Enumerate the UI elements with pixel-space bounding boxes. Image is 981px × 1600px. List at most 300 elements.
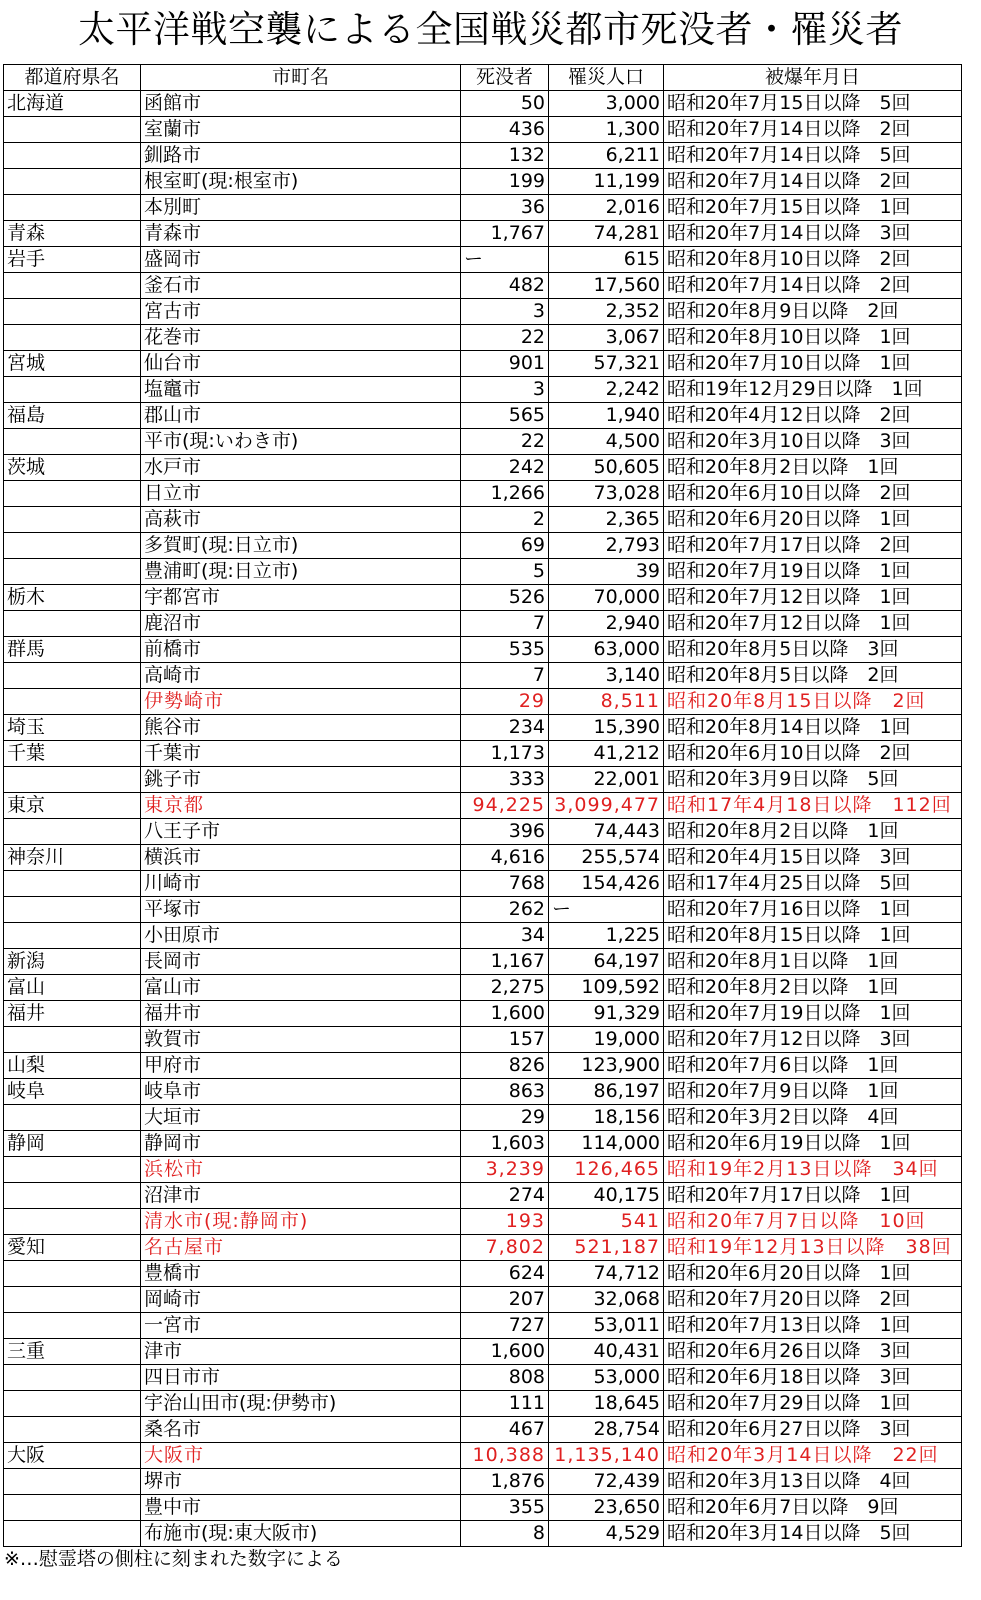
bombing-date-cell: 昭和20年7月16日以降 1回	[664, 897, 962, 923]
city-cell: 仙台市	[141, 351, 461, 377]
bombing-date-cell: 昭和20年7月17日以降 1回	[664, 1183, 962, 1209]
header-city: 市町名	[141, 65, 461, 91]
table-row	[4, 403, 962, 429]
victims-cell: ー	[549, 897, 664, 923]
bombing-date-cell: 昭和20年3月2日以降 4回	[664, 1105, 962, 1131]
prefecture-cell	[4, 1469, 141, 1495]
deaths-cell: 535	[461, 637, 549, 663]
city-cell: 岡崎市	[141, 1287, 461, 1313]
bombing-date-cell: 昭和20年8月5日以降 2回	[664, 663, 962, 689]
table-row	[4, 1495, 962, 1521]
victims-cell: 3,099,477	[549, 793, 664, 819]
city-cell: 横浜市	[141, 845, 461, 871]
bombing-date-cell: 昭和20年8月9日以降 2回	[664, 299, 962, 325]
bombing-date-cell: 昭和20年7月10日以降 1回	[664, 351, 962, 377]
table-row	[4, 663, 962, 689]
bombing-date-cell: 昭和20年7月20日以降 2回	[664, 1287, 962, 1313]
city-cell: 沼津市	[141, 1183, 461, 1209]
table-row	[4, 1131, 962, 1157]
victims-cell: 18,156	[549, 1105, 664, 1131]
table-row	[4, 1313, 962, 1339]
city-cell: 花巻市	[141, 325, 461, 351]
prefecture-cell: 新潟	[4, 949, 141, 975]
victims-cell: 74,712	[549, 1261, 664, 1287]
bombing-date-cell: 昭和20年8月10日以降 1回	[664, 325, 962, 351]
footnote: ※…慰霊塔の側柱に刻まれた数字による	[4, 1548, 343, 1570]
victims-cell: 50,605	[549, 455, 664, 481]
table-row	[4, 637, 962, 663]
city-cell: 宇治山田市(現:伊勢市)	[141, 1391, 461, 1417]
table-row	[4, 1235, 962, 1261]
city-cell: 津市	[141, 1339, 461, 1365]
city-cell: 四日市市	[141, 1365, 461, 1391]
deaths-cell: 333	[461, 767, 549, 793]
deaths-cell: 3	[461, 377, 549, 403]
table-row	[4, 845, 962, 871]
victims-cell: 2,352	[549, 299, 664, 325]
deaths-cell: 7	[461, 611, 549, 637]
bombing-date-cell: 昭和20年7月12日以降 1回	[664, 611, 962, 637]
victims-cell: 3,000	[549, 91, 664, 117]
deaths-cell: 7,802	[461, 1235, 549, 1261]
table-row	[4, 767, 962, 793]
city-cell: 根室町(現:根室市)	[141, 169, 461, 195]
bombing-date-cell: 昭和20年7月14日以降 2回	[664, 169, 962, 195]
table-row	[4, 117, 962, 143]
deaths-cell: 274	[461, 1183, 549, 1209]
table-row	[4, 1469, 962, 1495]
table-row	[4, 1521, 962, 1547]
prefecture-cell: 大阪	[4, 1443, 141, 1469]
city-cell: 布施市(現:東大阪市)	[141, 1521, 461, 1547]
bombing-date-cell: 昭和20年7月6日以降 1回	[664, 1053, 962, 1079]
city-cell: 岐阜市	[141, 1079, 461, 1105]
prefecture-cell: 北海道	[4, 91, 141, 117]
bombing-date-cell: 昭和20年4月15日以降 3回	[664, 845, 962, 871]
table-row	[4, 1287, 962, 1313]
prefecture-cell	[4, 1365, 141, 1391]
victims-cell: 255,574	[549, 845, 664, 871]
victims-cell: 23,650	[549, 1495, 664, 1521]
table-row	[4, 1209, 962, 1235]
deaths-cell: 69	[461, 533, 549, 559]
prefecture-cell: 栃木	[4, 585, 141, 611]
deaths-cell: 5	[461, 559, 549, 585]
prefecture-cell	[4, 767, 141, 793]
header-victims: 罹災人口	[549, 65, 664, 91]
deaths-cell: 29	[461, 1105, 549, 1131]
table-row	[4, 169, 962, 195]
prefecture-cell	[4, 1183, 141, 1209]
bombing-date-cell: 昭和20年4月12日以降 2回	[664, 403, 962, 429]
header-prefecture: 都道府県名	[4, 65, 141, 91]
deaths-cell: 199	[461, 169, 549, 195]
table-header-row	[4, 65, 962, 91]
city-cell: 高崎市	[141, 663, 461, 689]
deaths-cell: 34	[461, 923, 549, 949]
table-row	[4, 559, 962, 585]
bombing-date-cell: 昭和20年7月29日以降 1回	[664, 1391, 962, 1417]
prefecture-cell	[4, 1313, 141, 1339]
victims-cell: 40,431	[549, 1339, 664, 1365]
table-row	[4, 325, 962, 351]
victims-cell: 6,211	[549, 143, 664, 169]
prefecture-cell: 静岡	[4, 1131, 141, 1157]
city-cell: 前橋市	[141, 637, 461, 663]
table-row	[4, 351, 962, 377]
victims-cell: 8,511	[549, 689, 664, 715]
bombing-date-cell: 昭和17年4月25日以降 5回	[664, 871, 962, 897]
victims-cell: 91,329	[549, 1001, 664, 1027]
city-cell: 宮古市	[141, 299, 461, 325]
bombing-date-cell: 昭和20年3月14日以降 22回	[664, 1443, 962, 1469]
table-row	[4, 1417, 962, 1443]
table-body	[4, 91, 962, 1547]
deaths-cell: 22	[461, 325, 549, 351]
victims-cell: 521,187	[549, 1235, 664, 1261]
city-cell: 福井市	[141, 1001, 461, 1027]
victims-cell: 126,465	[549, 1157, 664, 1183]
prefecture-cell	[4, 1209, 141, 1235]
city-cell: 大垣市	[141, 1105, 461, 1131]
table-row	[4, 1157, 962, 1183]
bombing-date-cell: 昭和20年7月14日以降 2回	[664, 117, 962, 143]
table-row	[4, 1079, 962, 1105]
table-row	[4, 715, 962, 741]
deaths-cell: 1,173	[461, 741, 549, 767]
victims-cell: 2,793	[549, 533, 664, 559]
bombing-date-cell: 昭和20年8月2日以降 1回	[664, 455, 962, 481]
victims-cell: 1,940	[549, 403, 664, 429]
prefecture-cell: 神奈川	[4, 845, 141, 871]
bombing-date-cell: 昭和20年6月10日以降 2回	[664, 741, 962, 767]
victims-cell: 41,212	[549, 741, 664, 767]
deaths-cell: 467	[461, 1417, 549, 1443]
prefecture-cell	[4, 689, 141, 715]
bombing-date-cell: 昭和20年7月15日以降 5回	[664, 91, 962, 117]
table-row	[4, 455, 962, 481]
deaths-cell: 262	[461, 897, 549, 923]
prefecture-cell	[4, 1261, 141, 1287]
prefecture-cell: 埼玉	[4, 715, 141, 741]
deaths-cell: 901	[461, 351, 549, 377]
table-row	[4, 949, 962, 975]
deaths-cell: 4,616	[461, 845, 549, 871]
prefecture-cell: 福島	[4, 403, 141, 429]
victims-cell: 2,016	[549, 195, 664, 221]
city-cell: 豊橋市	[141, 1261, 461, 1287]
victims-cell: 1,135,140	[549, 1443, 664, 1469]
city-cell: 平市(現:いわき市)	[141, 429, 461, 455]
bombing-date-cell: 昭和20年8月10日以降 2回	[664, 247, 962, 273]
victims-cell: 18,645	[549, 1391, 664, 1417]
victims-cell: 114,000	[549, 1131, 664, 1157]
prefecture-cell	[4, 897, 141, 923]
bombing-date-cell: 昭和20年6月18日以降 3回	[664, 1365, 962, 1391]
prefecture-cell: 岩手	[4, 247, 141, 273]
table-row	[4, 741, 962, 767]
city-cell: 静岡市	[141, 1131, 461, 1157]
prefecture-cell	[4, 299, 141, 325]
prefecture-cell: 山梨	[4, 1053, 141, 1079]
city-cell: 鹿沼市	[141, 611, 461, 637]
deaths-cell: 1,603	[461, 1131, 549, 1157]
deaths-cell: 1,266	[461, 481, 549, 507]
deaths-cell: 193	[461, 1209, 549, 1235]
bombing-date-cell: 昭和20年7月17日以降 2回	[664, 533, 962, 559]
table-row	[4, 195, 962, 221]
city-cell: 平塚市	[141, 897, 461, 923]
city-cell: 多賀町(現:日立市)	[141, 533, 461, 559]
victims-cell: 53,011	[549, 1313, 664, 1339]
city-cell: 本別町	[141, 195, 461, 221]
city-cell: 八王子市	[141, 819, 461, 845]
deaths-cell: 22	[461, 429, 549, 455]
victims-cell: 1,225	[549, 923, 664, 949]
prefecture-cell	[4, 481, 141, 507]
victims-cell: 74,443	[549, 819, 664, 845]
prefecture-cell	[4, 325, 141, 351]
bombing-date-cell: 昭和20年3月9日以降 5回	[664, 767, 962, 793]
prefecture-cell	[4, 507, 141, 533]
deaths-cell: 826	[461, 1053, 549, 1079]
victims-cell: 64,197	[549, 949, 664, 975]
victims-cell: 73,028	[549, 481, 664, 507]
table-row	[4, 481, 962, 507]
victims-cell: 2,940	[549, 611, 664, 637]
table-row	[4, 897, 962, 923]
table-row	[4, 221, 962, 247]
bombing-date-cell: 昭和20年3月13日以降 4回	[664, 1469, 962, 1495]
bombing-date-cell: 昭和20年7月14日以降 3回	[664, 221, 962, 247]
city-cell: 堺市	[141, 1469, 461, 1495]
prefecture-cell	[4, 429, 141, 455]
victims-cell: 70,000	[549, 585, 664, 611]
table-row	[4, 1443, 962, 1469]
prefecture-cell	[4, 819, 141, 845]
prefecture-cell: 茨城	[4, 455, 141, 481]
deaths-cell: 526	[461, 585, 549, 611]
bombing-date-cell: 昭和20年8月2日以降 1回	[664, 819, 962, 845]
bombing-date-cell: 昭和20年3月14日以降 5回	[664, 1521, 962, 1547]
deaths-cell: 436	[461, 117, 549, 143]
city-cell: 桑名市	[141, 1417, 461, 1443]
table-row	[4, 1183, 962, 1209]
city-cell: 豊中市	[141, 1495, 461, 1521]
city-cell: 敦賀市	[141, 1027, 461, 1053]
victims-cell: 15,390	[549, 715, 664, 741]
victims-cell: 3,067	[549, 325, 664, 351]
bombing-date-cell: 昭和20年6月19日以降 1回	[664, 1131, 962, 1157]
city-cell: 釜石市	[141, 273, 461, 299]
victims-cell: 28,754	[549, 1417, 664, 1443]
table-row	[4, 1339, 962, 1365]
prefecture-cell	[4, 1495, 141, 1521]
bombing-date-cell: 昭和19年2月13日以降 34回	[664, 1157, 962, 1183]
table-row	[4, 299, 962, 325]
victims-cell: 86,197	[549, 1079, 664, 1105]
deaths-cell: 355	[461, 1495, 549, 1521]
bombing-date-cell: 昭和20年7月9日以降 1回	[664, 1079, 962, 1105]
table-row	[4, 533, 962, 559]
bombing-date-cell: 昭和17年4月18日以降 112回	[664, 793, 962, 819]
bombing-date-cell: 昭和19年12月29日以降 1回	[664, 377, 962, 403]
bombing-date-cell: 昭和20年8月15日以降 2回	[664, 689, 962, 715]
prefecture-cell: 富山	[4, 975, 141, 1001]
bombing-date-cell: 昭和20年7月12日以降 1回	[664, 585, 962, 611]
city-cell: 浜松市	[141, 1157, 461, 1183]
prefecture-cell: 千葉	[4, 741, 141, 767]
bombing-date-cell: 昭和20年7月7日以降 10回	[664, 1209, 962, 1235]
deaths-cell: 10,388	[461, 1443, 549, 1469]
victims-cell: 541	[549, 1209, 664, 1235]
deaths-cell: 727	[461, 1313, 549, 1339]
deaths-cell: 808	[461, 1365, 549, 1391]
city-cell: 豊浦町(現:日立市)	[141, 559, 461, 585]
table-row	[4, 689, 962, 715]
prefecture-cell: 福井	[4, 1001, 141, 1027]
city-cell: 長岡市	[141, 949, 461, 975]
city-cell: 水戸市	[141, 455, 461, 481]
bombing-date-cell: 昭和20年8月5日以降 3回	[664, 637, 962, 663]
prefecture-cell	[4, 533, 141, 559]
city-cell: 熊谷市	[141, 715, 461, 741]
prefecture-cell	[4, 1157, 141, 1183]
table-row	[4, 507, 962, 533]
deaths-cell: 2	[461, 507, 549, 533]
table-row	[4, 871, 962, 897]
bombing-date-cell: 昭和20年7月14日以降 2回	[664, 273, 962, 299]
prefecture-cell	[4, 1521, 141, 1547]
bombing-date-cell: 昭和20年3月10日以降 3回	[664, 429, 962, 455]
prefecture-cell	[4, 377, 141, 403]
prefecture-cell	[4, 871, 141, 897]
city-cell: 清水市(現:静岡市)	[141, 1209, 461, 1235]
victims-cell: 17,560	[549, 273, 664, 299]
deaths-cell: 2,275	[461, 975, 549, 1001]
table-row	[4, 585, 962, 611]
bombing-date-cell: 昭和20年6月27日以降 3回	[664, 1417, 962, 1443]
victims-cell: 39	[549, 559, 664, 585]
bombing-date-cell: 昭和20年8月15日以降 1回	[664, 923, 962, 949]
victims-cell: 615	[549, 247, 664, 273]
table-row	[4, 143, 962, 169]
table-row	[4, 793, 962, 819]
deaths-cell: 396	[461, 819, 549, 845]
prefecture-cell: 岐阜	[4, 1079, 141, 1105]
prefecture-cell	[4, 611, 141, 637]
victims-cell: 57,321	[549, 351, 664, 377]
table-row	[4, 1261, 962, 1287]
deaths-cell: 8	[461, 1521, 549, 1547]
prefecture-cell	[4, 143, 141, 169]
prefecture-cell: 愛知	[4, 1235, 141, 1261]
victims-cell: 154,426	[549, 871, 664, 897]
table-row	[4, 91, 962, 117]
prefecture-cell	[4, 1027, 141, 1053]
city-cell: 小田原市	[141, 923, 461, 949]
victims-cell: 63,000	[549, 637, 664, 663]
victims-cell: 53,000	[549, 1365, 664, 1391]
city-cell: 千葉市	[141, 741, 461, 767]
deaths-cell: 768	[461, 871, 549, 897]
page-title: 太平洋戦空襲による全国戦災都市死没者・罹災者	[78, 8, 903, 51]
table-row	[4, 611, 962, 637]
bombing-date-cell: 昭和20年6月26日以降 3回	[664, 1339, 962, 1365]
deaths-cell: 1,600	[461, 1339, 549, 1365]
deaths-cell: 1,767	[461, 221, 549, 247]
prefecture-cell	[4, 169, 141, 195]
victims-cell: 2,365	[549, 507, 664, 533]
table-row	[4, 1027, 962, 1053]
prefecture-cell: 東京	[4, 793, 141, 819]
prefecture-cell: 宮城	[4, 351, 141, 377]
prefecture-cell	[4, 117, 141, 143]
city-cell: 日立市	[141, 481, 461, 507]
prefecture-cell: 三重	[4, 1339, 141, 1365]
victims-cell: 123,900	[549, 1053, 664, 1079]
prefecture-cell	[4, 1287, 141, 1313]
bombing-date-cell: 昭和20年6月20日以降 1回	[664, 1261, 962, 1287]
deaths-cell: 36	[461, 195, 549, 221]
victims-cell: 32,068	[549, 1287, 664, 1313]
bombing-date-cell: 昭和20年7月14日以降 5回	[664, 143, 962, 169]
deaths-cell: 29	[461, 689, 549, 715]
prefecture-cell: 群馬	[4, 637, 141, 663]
deaths-cell: 1,167	[461, 949, 549, 975]
city-cell: 郡山市	[141, 403, 461, 429]
victims-cell: 3,140	[549, 663, 664, 689]
victims-cell: 74,281	[549, 221, 664, 247]
city-cell: 宇都宮市	[141, 585, 461, 611]
city-cell: 東京都	[141, 793, 461, 819]
city-cell: 室蘭市	[141, 117, 461, 143]
prefecture-cell	[4, 273, 141, 299]
deaths-cell: 157	[461, 1027, 549, 1053]
deaths-cell: 565	[461, 403, 549, 429]
victims-cell: 1,300	[549, 117, 664, 143]
city-cell: 塩竈市	[141, 377, 461, 403]
deaths-cell: 234	[461, 715, 549, 741]
victims-cell: 4,500	[549, 429, 664, 455]
victims-cell: 4,529	[549, 1521, 664, 1547]
table-row	[4, 377, 962, 403]
bombing-date-cell: 昭和20年8月1日以降 1回	[664, 949, 962, 975]
deaths-cell: 3	[461, 299, 549, 325]
deaths-cell: 50	[461, 91, 549, 117]
bombing-date-cell: 昭和20年8月14日以降 1回	[664, 715, 962, 741]
header-bombing-date: 被爆年月日	[664, 65, 962, 91]
prefecture-cell	[4, 559, 141, 585]
deaths-cell: 111	[461, 1391, 549, 1417]
city-cell: 釧路市	[141, 143, 461, 169]
deaths-cell: 863	[461, 1079, 549, 1105]
table-row	[4, 273, 962, 299]
prefecture-cell	[4, 195, 141, 221]
victims-cell: 40,175	[549, 1183, 664, 1209]
city-cell: 甲府市	[141, 1053, 461, 1079]
table-row	[4, 975, 962, 1001]
city-cell: 伊勢崎市	[141, 689, 461, 715]
city-cell: 名古屋市	[141, 1235, 461, 1261]
bombing-date-cell: 昭和20年7月19日以降 1回	[664, 559, 962, 585]
deaths-cell: 624	[461, 1261, 549, 1287]
bombing-date-cell: 昭和20年6月20日以降 1回	[664, 507, 962, 533]
table-row	[4, 1053, 962, 1079]
city-cell: 函館市	[141, 91, 461, 117]
prefecture-cell	[4, 663, 141, 689]
table-row	[4, 429, 962, 455]
